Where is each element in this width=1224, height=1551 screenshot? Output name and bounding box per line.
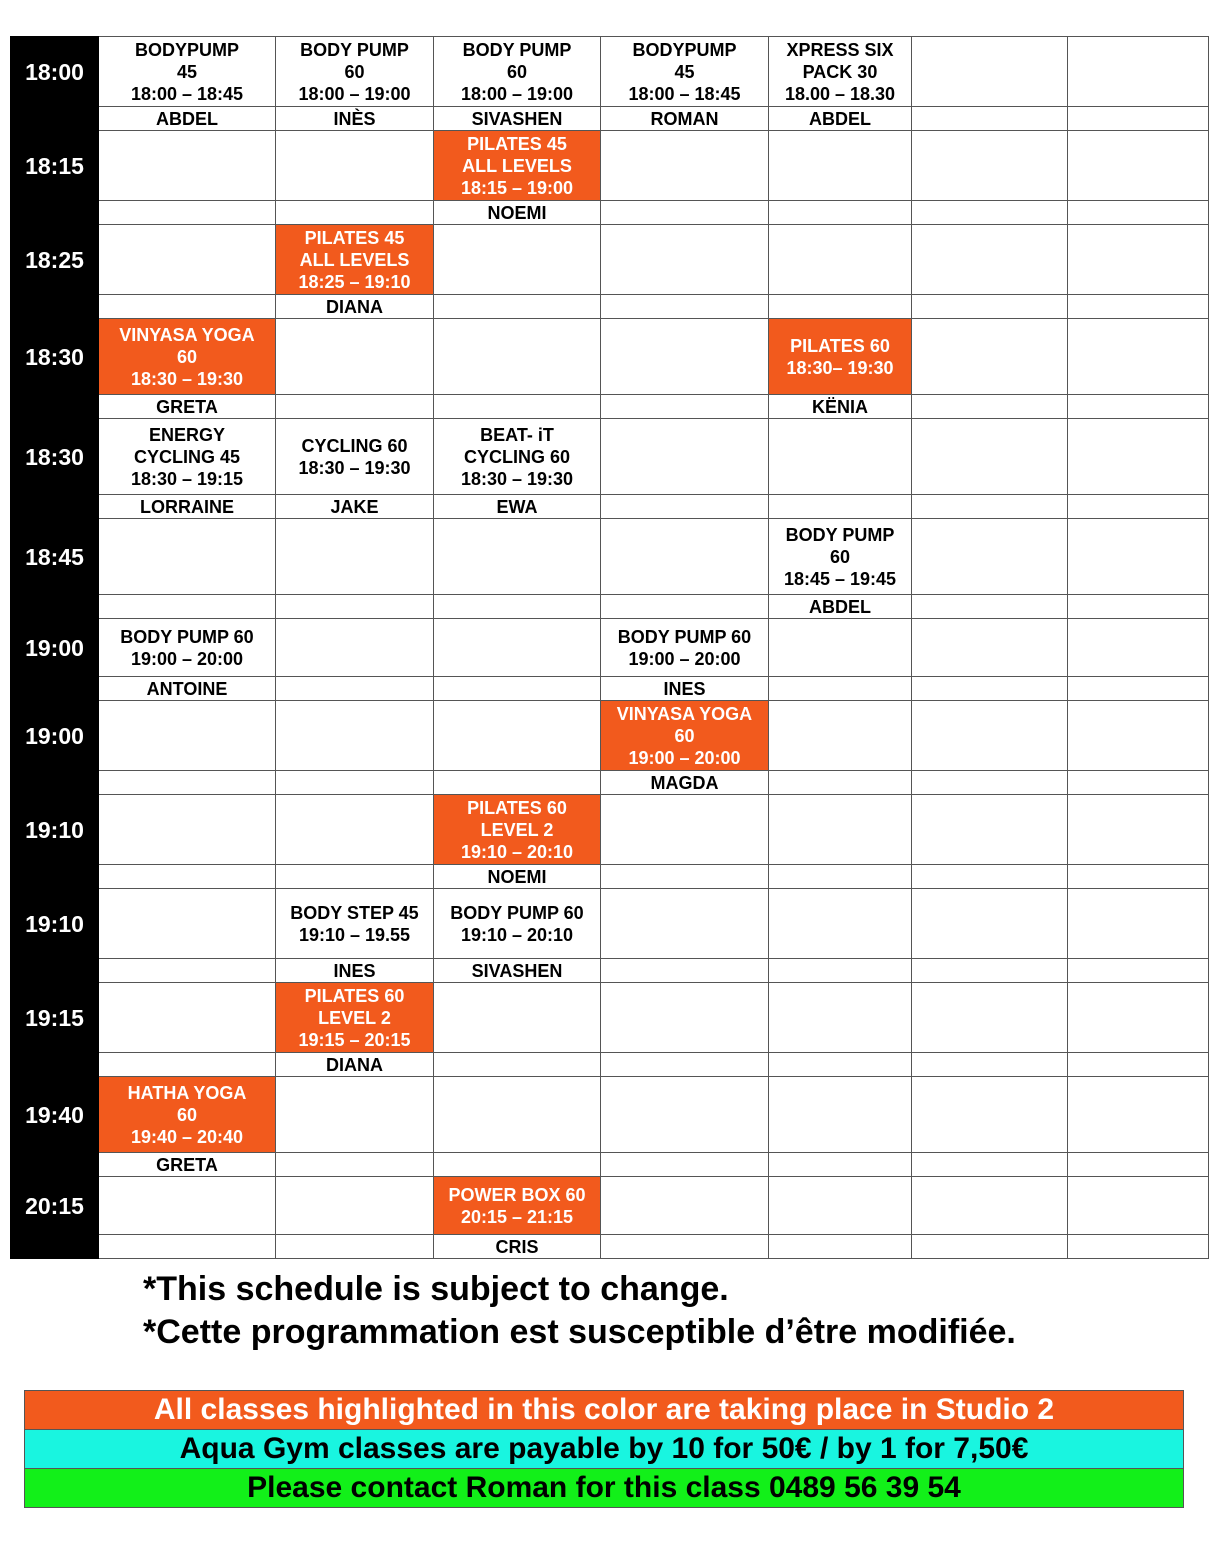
empty-cell bbox=[1068, 619, 1209, 677]
empty-cell bbox=[434, 1153, 601, 1177]
empty-cell bbox=[769, 295, 912, 319]
empty-cell bbox=[601, 319, 769, 395]
empty-cell bbox=[769, 701, 912, 771]
empty-cell bbox=[769, 771, 912, 795]
empty-cell bbox=[276, 1177, 434, 1235]
teacher-row bbox=[11, 395, 1209, 419]
time-column-spacer bbox=[11, 1153, 99, 1177]
empty-cell bbox=[769, 1077, 912, 1153]
instructor-name: JAKE bbox=[276, 495, 434, 519]
class-schedule-table bbox=[10, 36, 1209, 1259]
empty-cell bbox=[601, 959, 769, 983]
empty-cell bbox=[769, 495, 912, 519]
time-column-spacer bbox=[11, 295, 99, 319]
empty-cell bbox=[601, 1053, 769, 1077]
empty-cell bbox=[769, 619, 912, 677]
empty-cell bbox=[1068, 983, 1209, 1053]
schedule-row bbox=[11, 225, 1209, 295]
empty-cell bbox=[912, 1153, 1068, 1177]
instructor-name: NOEMI bbox=[434, 201, 601, 225]
empty-cell bbox=[276, 677, 434, 701]
empty-cell bbox=[99, 889, 276, 959]
empty-cell bbox=[1068, 419, 1209, 495]
class-cell bbox=[769, 37, 912, 107]
empty-cell bbox=[912, 295, 1068, 319]
time-slot-label: 19:00 bbox=[11, 701, 99, 771]
empty-cell bbox=[769, 201, 912, 225]
class-cell bbox=[601, 37, 769, 107]
empty-cell bbox=[276, 519, 434, 595]
empty-cell bbox=[1068, 595, 1209, 619]
empty-cell bbox=[912, 201, 1068, 225]
disclaimer-english: *This schedule is subject to change. bbox=[143, 1270, 729, 1308]
empty-cell bbox=[601, 1153, 769, 1177]
teacher-row bbox=[11, 771, 1209, 795]
schedule-row bbox=[11, 795, 1209, 865]
empty-cell bbox=[601, 395, 769, 419]
schedule-row bbox=[11, 983, 1209, 1053]
empty-cell bbox=[601, 1177, 769, 1235]
class-info: HATHA YOGA 60 19:40 – 20:40 bbox=[127, 1082, 247, 1147]
time-slot-label: 18:30 bbox=[11, 419, 99, 495]
empty-cell bbox=[1068, 131, 1209, 201]
class-cell bbox=[276, 225, 434, 295]
empty-cell bbox=[769, 795, 912, 865]
empty-cell bbox=[601, 595, 769, 619]
time-column-spacer bbox=[11, 959, 99, 983]
empty-cell bbox=[99, 865, 276, 889]
schedule-row bbox=[11, 37, 1209, 107]
schedule-row bbox=[11, 619, 1209, 677]
class-info: POWER BOX 60 20:15 – 21:15 bbox=[448, 1184, 586, 1227]
class-cell bbox=[276, 983, 434, 1053]
empty-cell bbox=[1068, 37, 1209, 107]
empty-cell bbox=[1068, 771, 1209, 795]
empty-cell bbox=[912, 395, 1068, 419]
legend-studio2: All classes highlighted in this color are taking place in Studio 2 bbox=[25, 1391, 1184, 1430]
class-cell bbox=[769, 519, 912, 595]
empty-cell bbox=[1068, 959, 1209, 983]
empty-cell bbox=[1068, 495, 1209, 519]
empty-cell bbox=[276, 595, 434, 619]
empty-cell bbox=[769, 419, 912, 495]
class-cell bbox=[99, 419, 276, 495]
instructor-name: GRETA bbox=[99, 395, 276, 419]
empty-cell bbox=[434, 395, 601, 419]
time-slot-label: 19:15 bbox=[11, 983, 99, 1053]
time-slot-label: 18:30 bbox=[11, 319, 99, 395]
time-column-spacer bbox=[11, 201, 99, 225]
empty-cell bbox=[1068, 1077, 1209, 1153]
class-info: BODY STEP 45 19:10 – 19.55 bbox=[290, 902, 419, 945]
disclaimer-french: *Cette programmation est susceptible d’être modifiée. bbox=[143, 1313, 1016, 1351]
empty-cell bbox=[769, 983, 912, 1053]
instructor-name: INÈS bbox=[276, 107, 434, 131]
empty-cell bbox=[99, 1235, 276, 1259]
instructor-name: ROMAN bbox=[601, 107, 769, 131]
class-cell bbox=[276, 37, 434, 107]
empty-cell bbox=[276, 1077, 434, 1153]
teacher-row bbox=[11, 495, 1209, 519]
empty-cell bbox=[601, 795, 769, 865]
empty-cell bbox=[99, 595, 276, 619]
empty-cell bbox=[601, 225, 769, 295]
empty-cell bbox=[1068, 1153, 1209, 1177]
empty-cell bbox=[434, 225, 601, 295]
empty-cell bbox=[769, 1177, 912, 1235]
empty-cell bbox=[1068, 295, 1209, 319]
empty-cell bbox=[769, 865, 912, 889]
time-column-spacer bbox=[11, 495, 99, 519]
instructor-name: NOEMI bbox=[434, 865, 601, 889]
empty-cell bbox=[912, 1077, 1068, 1153]
instructor-name: EWA bbox=[434, 495, 601, 519]
teacher-row bbox=[11, 201, 1209, 225]
empty-cell bbox=[1068, 107, 1209, 131]
time-column-spacer bbox=[11, 1053, 99, 1077]
legend-aqua-gym: Aqua Gym classes are payable by 10 for 50€ / by 1 for 7,50€ bbox=[25, 1430, 1184, 1469]
schedule-row bbox=[11, 131, 1209, 201]
empty-cell bbox=[1068, 677, 1209, 701]
empty-cell bbox=[601, 201, 769, 225]
class-cell bbox=[99, 37, 276, 107]
time-slot-label: 19:10 bbox=[11, 795, 99, 865]
empty-cell bbox=[912, 701, 1068, 771]
empty-cell bbox=[1068, 519, 1209, 595]
class-info: ENERGY CYCLING 45 18:30 – 19:15 bbox=[130, 424, 244, 489]
empty-cell bbox=[99, 519, 276, 595]
schedule-row bbox=[11, 319, 1209, 395]
empty-cell bbox=[276, 1153, 434, 1177]
empty-cell bbox=[912, 1053, 1068, 1077]
time-column-spacer bbox=[11, 771, 99, 795]
empty-cell bbox=[1068, 795, 1209, 865]
empty-cell bbox=[1068, 319, 1209, 395]
empty-cell bbox=[276, 131, 434, 201]
empty-cell bbox=[769, 1235, 912, 1259]
time-column-spacer bbox=[11, 395, 99, 419]
class-info: PILATES 45 ALL LEVELS 18:15 – 19:00 bbox=[460, 133, 574, 198]
empty-cell bbox=[276, 619, 434, 677]
empty-cell bbox=[769, 1053, 912, 1077]
schedule-row bbox=[11, 1077, 1209, 1153]
empty-cell bbox=[99, 225, 276, 295]
class-info: XPRESS SIX PACK 30 18.00 – 18.30 bbox=[784, 39, 896, 104]
empty-cell bbox=[912, 107, 1068, 131]
empty-cell bbox=[912, 1235, 1068, 1259]
teacher-row bbox=[11, 1153, 1209, 1177]
color-legend bbox=[24, 1390, 1184, 1508]
time-slot-label: 18:45 bbox=[11, 519, 99, 595]
instructor-name: INES bbox=[601, 677, 769, 701]
time-slot-label: 18:15 bbox=[11, 131, 99, 201]
class-cell bbox=[769, 319, 912, 395]
instructor-name: INES bbox=[276, 959, 434, 983]
empty-cell bbox=[601, 131, 769, 201]
empty-cell bbox=[1068, 1177, 1209, 1235]
empty-cell bbox=[434, 1053, 601, 1077]
empty-cell bbox=[769, 959, 912, 983]
empty-cell bbox=[912, 495, 1068, 519]
time-slot-label: 18:00 bbox=[11, 37, 99, 107]
class-info: BODY PUMP 60 19:00 – 20:00 bbox=[617, 626, 752, 669]
empty-cell bbox=[601, 295, 769, 319]
empty-cell bbox=[912, 959, 1068, 983]
schedule-row bbox=[11, 701, 1209, 771]
empty-cell bbox=[99, 1177, 276, 1235]
class-cell bbox=[276, 889, 434, 959]
teacher-row bbox=[11, 959, 1209, 983]
class-info: PILATES 45 ALL LEVELS 18:25 – 19:10 bbox=[298, 227, 411, 292]
time-slot-label: 19:00 bbox=[11, 619, 99, 677]
empty-cell bbox=[912, 419, 1068, 495]
schedule-row bbox=[11, 419, 1209, 495]
empty-cell bbox=[1068, 889, 1209, 959]
class-info: VINYASA YOGA 60 18:30 – 19:30 bbox=[119, 324, 255, 389]
time-column-spacer bbox=[11, 677, 99, 701]
empty-cell bbox=[276, 795, 434, 865]
empty-cell bbox=[1068, 1235, 1209, 1259]
empty-cell bbox=[1068, 395, 1209, 419]
time-column-spacer bbox=[11, 865, 99, 889]
instructor-name: KËNIA bbox=[769, 395, 912, 419]
empty-cell bbox=[912, 771, 1068, 795]
empty-cell bbox=[99, 771, 276, 795]
time-column-spacer bbox=[11, 107, 99, 131]
class-info: BODYPUMP 45 18:00 – 18:45 bbox=[130, 39, 244, 104]
empty-cell bbox=[434, 677, 601, 701]
empty-cell bbox=[1068, 201, 1209, 225]
instructor-name: ABDEL bbox=[99, 107, 276, 131]
schedule-row bbox=[11, 519, 1209, 595]
class-cell bbox=[601, 701, 769, 771]
empty-cell bbox=[434, 619, 601, 677]
empty-cell bbox=[769, 131, 912, 201]
empty-cell bbox=[601, 1235, 769, 1259]
class-cell bbox=[99, 1077, 276, 1153]
empty-cell bbox=[912, 889, 1068, 959]
empty-cell bbox=[99, 1053, 276, 1077]
disclaimer-notes bbox=[143, 1268, 1016, 1354]
empty-cell bbox=[1068, 1053, 1209, 1077]
empty-cell bbox=[601, 983, 769, 1053]
empty-cell bbox=[276, 701, 434, 771]
instructor-name: SIVASHEN bbox=[434, 107, 601, 131]
empty-cell bbox=[434, 771, 601, 795]
teacher-row bbox=[11, 107, 1209, 131]
class-info: BODY PUMP 60 18:45 – 19:45 bbox=[783, 524, 897, 589]
empty-cell bbox=[601, 519, 769, 595]
empty-cell bbox=[1068, 225, 1209, 295]
empty-cell bbox=[912, 595, 1068, 619]
empty-cell bbox=[276, 319, 434, 395]
instructor-name: DIANA bbox=[276, 1053, 434, 1077]
empty-cell bbox=[99, 131, 276, 201]
schedule-row bbox=[11, 889, 1209, 959]
empty-cell bbox=[769, 1153, 912, 1177]
empty-cell bbox=[912, 619, 1068, 677]
empty-cell bbox=[434, 701, 601, 771]
class-info: BODY PUMP 60 19:10 – 20:10 bbox=[450, 902, 584, 945]
empty-cell bbox=[434, 983, 601, 1053]
time-slot-label: 20:15 bbox=[11, 1177, 99, 1235]
empty-cell bbox=[912, 795, 1068, 865]
empty-cell bbox=[912, 983, 1068, 1053]
instructor-name: MAGDA bbox=[601, 771, 769, 795]
instructor-name: DIANA bbox=[276, 295, 434, 319]
time-slot-label: 19:10 bbox=[11, 889, 99, 959]
class-info: CYCLING 60 18:30 – 19:30 bbox=[298, 435, 411, 478]
teacher-row bbox=[11, 1235, 1209, 1259]
class-cell bbox=[434, 889, 601, 959]
time-slot-label: 18:25 bbox=[11, 225, 99, 295]
time-slot-label: 19:40 bbox=[11, 1077, 99, 1153]
instructor-name: SIVASHEN bbox=[434, 959, 601, 983]
empty-cell bbox=[434, 295, 601, 319]
empty-cell bbox=[1068, 865, 1209, 889]
empty-cell bbox=[276, 395, 434, 419]
empty-cell bbox=[276, 865, 434, 889]
empty-cell bbox=[912, 319, 1068, 395]
empty-cell bbox=[769, 677, 912, 701]
legend-contact-roman: Please contact Roman for this class 0489 56 39 54 bbox=[25, 1469, 1184, 1508]
class-cell bbox=[434, 795, 601, 865]
instructor-name: LORRAINE bbox=[99, 495, 276, 519]
empty-cell bbox=[99, 701, 276, 771]
empty-cell bbox=[601, 495, 769, 519]
teacher-row bbox=[11, 595, 1209, 619]
teacher-row bbox=[11, 1053, 1209, 1077]
empty-cell bbox=[601, 865, 769, 889]
time-column-spacer bbox=[11, 1235, 99, 1259]
class-info: BODY PUMP 60 18:00 – 19:00 bbox=[460, 39, 574, 104]
empty-cell bbox=[99, 983, 276, 1053]
instructor-name: ABDEL bbox=[769, 595, 912, 619]
instructor-name: ABDEL bbox=[769, 107, 912, 131]
class-info: PILATES 60 18:30– 19:30 bbox=[786, 335, 894, 378]
empty-cell bbox=[601, 1077, 769, 1153]
empty-cell bbox=[276, 771, 434, 795]
class-cell bbox=[601, 619, 769, 677]
empty-cell bbox=[912, 37, 1068, 107]
empty-cell bbox=[769, 889, 912, 959]
empty-cell bbox=[434, 519, 601, 595]
time-column-spacer bbox=[11, 595, 99, 619]
class-cell bbox=[99, 619, 276, 677]
empty-cell bbox=[99, 795, 276, 865]
empty-cell bbox=[601, 419, 769, 495]
instructor-name: CRIS bbox=[434, 1235, 601, 1259]
class-cell bbox=[276, 419, 434, 495]
class-info: PILATES 60 LEVEL 2 19:10 – 20:10 bbox=[460, 797, 574, 862]
class-info: VINYASA YOGA 60 19:00 – 20:00 bbox=[616, 703, 753, 768]
teacher-row bbox=[11, 295, 1209, 319]
empty-cell bbox=[769, 225, 912, 295]
class-cell bbox=[434, 1177, 601, 1235]
empty-cell bbox=[276, 201, 434, 225]
empty-cell bbox=[912, 1177, 1068, 1235]
class-cell bbox=[99, 319, 276, 395]
empty-cell bbox=[912, 131, 1068, 201]
empty-cell bbox=[99, 295, 276, 319]
empty-cell bbox=[1068, 701, 1209, 771]
class-info: BODYPUMP 45 18:00 – 18:45 bbox=[628, 39, 741, 104]
class-cell bbox=[434, 37, 601, 107]
empty-cell bbox=[434, 1077, 601, 1153]
class-cell bbox=[434, 419, 601, 495]
schedule-row bbox=[11, 1177, 1209, 1235]
empty-cell bbox=[912, 865, 1068, 889]
empty-cell bbox=[912, 677, 1068, 701]
empty-cell bbox=[601, 889, 769, 959]
empty-cell bbox=[434, 595, 601, 619]
instructor-name: ANTOINE bbox=[99, 677, 276, 701]
class-cell bbox=[434, 131, 601, 201]
empty-cell bbox=[99, 201, 276, 225]
teacher-row bbox=[11, 677, 1209, 701]
class-info: BODY PUMP 60 19:00 – 20:00 bbox=[120, 626, 254, 669]
empty-cell bbox=[276, 1235, 434, 1259]
class-info: BEAT- iT CYCLING 60 18:30 – 19:30 bbox=[460, 424, 574, 489]
class-info: BODY PUMP 60 18:00 – 19:00 bbox=[298, 39, 411, 104]
class-info: PILATES 60 LEVEL 2 19:15 – 20:15 bbox=[298, 985, 411, 1050]
teacher-row bbox=[11, 865, 1209, 889]
empty-cell bbox=[434, 319, 601, 395]
empty-cell bbox=[99, 959, 276, 983]
empty-cell bbox=[912, 519, 1068, 595]
empty-cell bbox=[912, 225, 1068, 295]
instructor-name: GRETA bbox=[99, 1153, 276, 1177]
